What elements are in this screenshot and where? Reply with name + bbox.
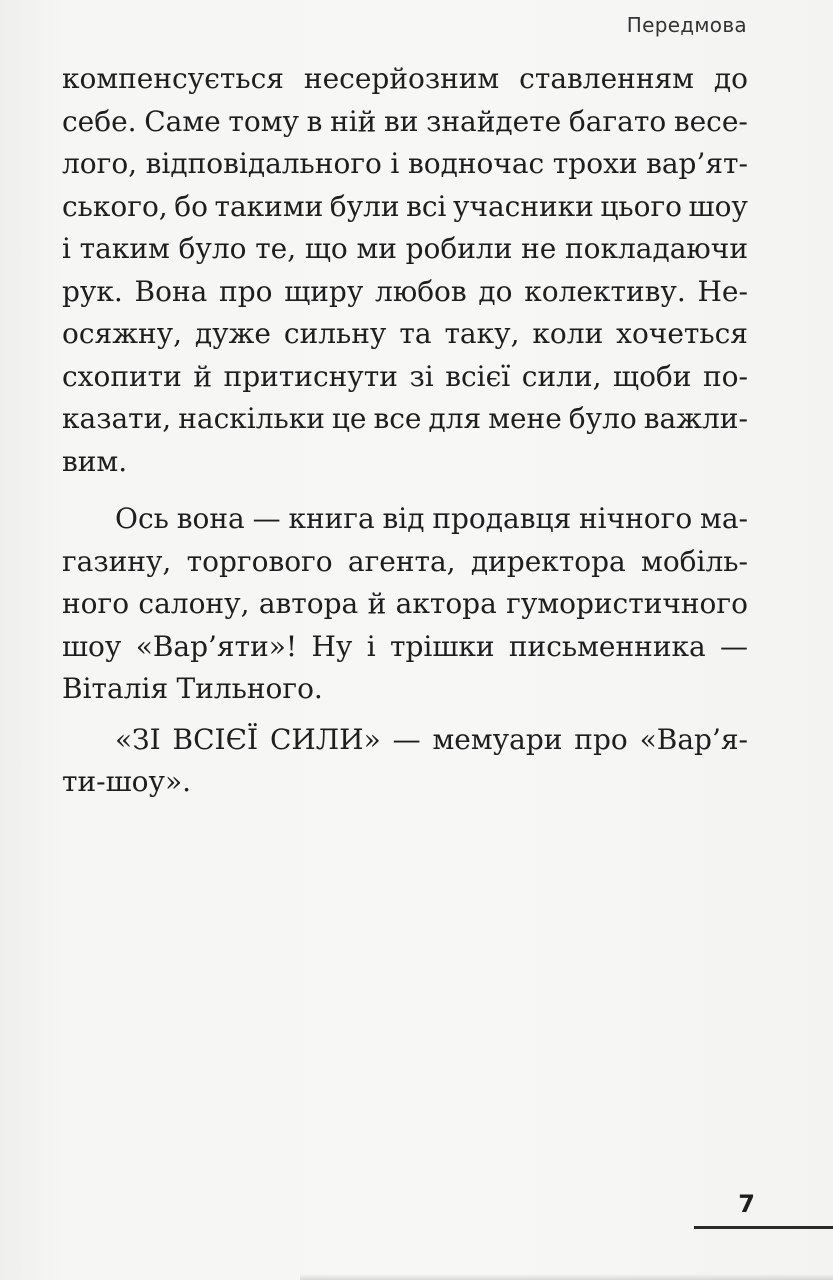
text-line (62, 583, 748, 626)
word: директора (470, 544, 626, 578)
word: наскільки (178, 402, 325, 435)
word: вар’ят- (646, 147, 748, 180)
page-number: 7 (738, 1190, 755, 1218)
word: до (478, 274, 513, 308)
word: сили, (521, 359, 602, 393)
word: — (252, 502, 281, 535)
word: газину, (62, 544, 172, 578)
word: ного (62, 587, 130, 620)
word: відповідального (145, 147, 382, 180)
word: та (399, 317, 432, 350)
text-line (62, 441, 748, 484)
word: автора (258, 587, 359, 620)
word: книга (288, 502, 375, 535)
text-line (62, 719, 748, 762)
word: ви (384, 104, 419, 138)
word: осяжну, (62, 317, 182, 350)
word: лого, (62, 147, 138, 180)
word: сильну (283, 317, 387, 350)
text-line (62, 761, 748, 804)
word: хочеться (616, 317, 748, 350)
word: й (367, 587, 387, 620)
text-line (62, 101, 748, 144)
word: всі (406, 189, 447, 223)
word: схопити (62, 359, 182, 393)
word: ського, (62, 189, 168, 223)
word: що (304, 232, 348, 265)
word: компенсується (62, 62, 284, 95)
word: водночас (407, 147, 545, 180)
word: всієї (445, 359, 511, 393)
word: шоу (62, 629, 122, 663)
word: про (219, 274, 273, 308)
word: було (178, 232, 247, 265)
word: ставленням (519, 62, 694, 95)
text-line (62, 228, 748, 271)
word: Віталія (62, 672, 169, 705)
word: Вона (134, 274, 208, 308)
page-edge-shadow (300, 1274, 833, 1280)
word: дуже (194, 317, 271, 350)
word: Саме (144, 104, 221, 138)
word: бо (174, 189, 208, 223)
text-line (62, 356, 748, 399)
word: такими (214, 189, 324, 223)
word: щоби (613, 359, 692, 393)
word: знайдете (426, 104, 562, 138)
word: ма- (700, 502, 748, 535)
word: ти-шоу». (62, 765, 192, 798)
word: трохи (552, 147, 638, 180)
word: несерйозним (303, 62, 500, 95)
word: шоу (688, 189, 748, 223)
word: салону, (138, 587, 250, 620)
word: все (373, 402, 422, 435)
word: тому (228, 104, 299, 138)
footer-rule (694, 1226, 833, 1229)
word: було (568, 402, 637, 435)
word: від (382, 502, 425, 535)
word: ній (330, 104, 377, 138)
word: по- (702, 359, 748, 393)
word: продавця (432, 502, 572, 535)
word: Ну (311, 629, 353, 663)
word: «ЗІ (115, 722, 161, 756)
word: агента, (347, 544, 456, 578)
word: про (574, 722, 628, 756)
word: любов (375, 274, 467, 308)
word: «Вар’я- (639, 722, 748, 756)
word: казати, (62, 402, 172, 435)
word: рук. (62, 274, 123, 308)
running-header-title: Передмова (626, 13, 747, 37)
word: зі (409, 359, 434, 393)
text-line (62, 313, 748, 356)
word: — (392, 722, 421, 756)
word: цього (600, 189, 683, 223)
word: вим. (62, 444, 128, 478)
word: притиснути (223, 359, 398, 393)
word: ВСІЄЇ (172, 722, 259, 756)
text-line (62, 58, 748, 101)
word: і (366, 629, 376, 663)
word: себе. (62, 104, 137, 138)
word: для (428, 402, 482, 435)
word: Тильного. (176, 672, 323, 705)
word: Ось (115, 502, 169, 535)
word: не (521, 232, 557, 265)
text-line (62, 186, 748, 229)
word: важли- (643, 402, 748, 435)
word: СИЛИ» (269, 722, 381, 756)
word: торгового (186, 544, 333, 578)
word: коли (532, 317, 604, 350)
word: актора (395, 587, 497, 620)
text-line (62, 541, 748, 584)
paragraph-gap (62, 483, 748, 498)
word: це (331, 402, 367, 435)
word: учасники (453, 189, 594, 223)
word: нічного (579, 502, 693, 535)
body-text (62, 58, 748, 804)
word: мемуари (432, 722, 563, 756)
word: таку, (444, 317, 520, 350)
word: гумористичного (506, 587, 748, 620)
word: — (720, 629, 748, 663)
paragraph-gap (62, 711, 748, 719)
word: мене (488, 402, 562, 435)
text-line (62, 143, 748, 186)
word: весе- (673, 104, 748, 138)
word: «Вар’яти»! (135, 629, 298, 663)
text-line (62, 498, 748, 541)
word: щиру (284, 274, 364, 308)
word: й (193, 359, 213, 393)
word: багато (568, 104, 667, 138)
word: і (390, 147, 400, 180)
word: ми (356, 232, 397, 265)
word: до (713, 62, 748, 95)
word: письменника (508, 629, 706, 663)
word: і (62, 232, 71, 265)
text-line (62, 398, 748, 441)
word: вона (176, 502, 245, 535)
word: те, (255, 232, 297, 265)
word: Не- (697, 274, 748, 308)
word: мобіль- (641, 544, 748, 578)
text-line (62, 668, 748, 711)
word: були (329, 189, 400, 223)
word: колективу. (524, 274, 686, 308)
word: таким (79, 232, 170, 265)
word: в (306, 104, 323, 138)
text-line (62, 271, 748, 314)
word: трішки (390, 629, 495, 663)
word: покладаючи (565, 232, 748, 265)
text-line (62, 626, 748, 669)
word: робили (405, 232, 513, 265)
